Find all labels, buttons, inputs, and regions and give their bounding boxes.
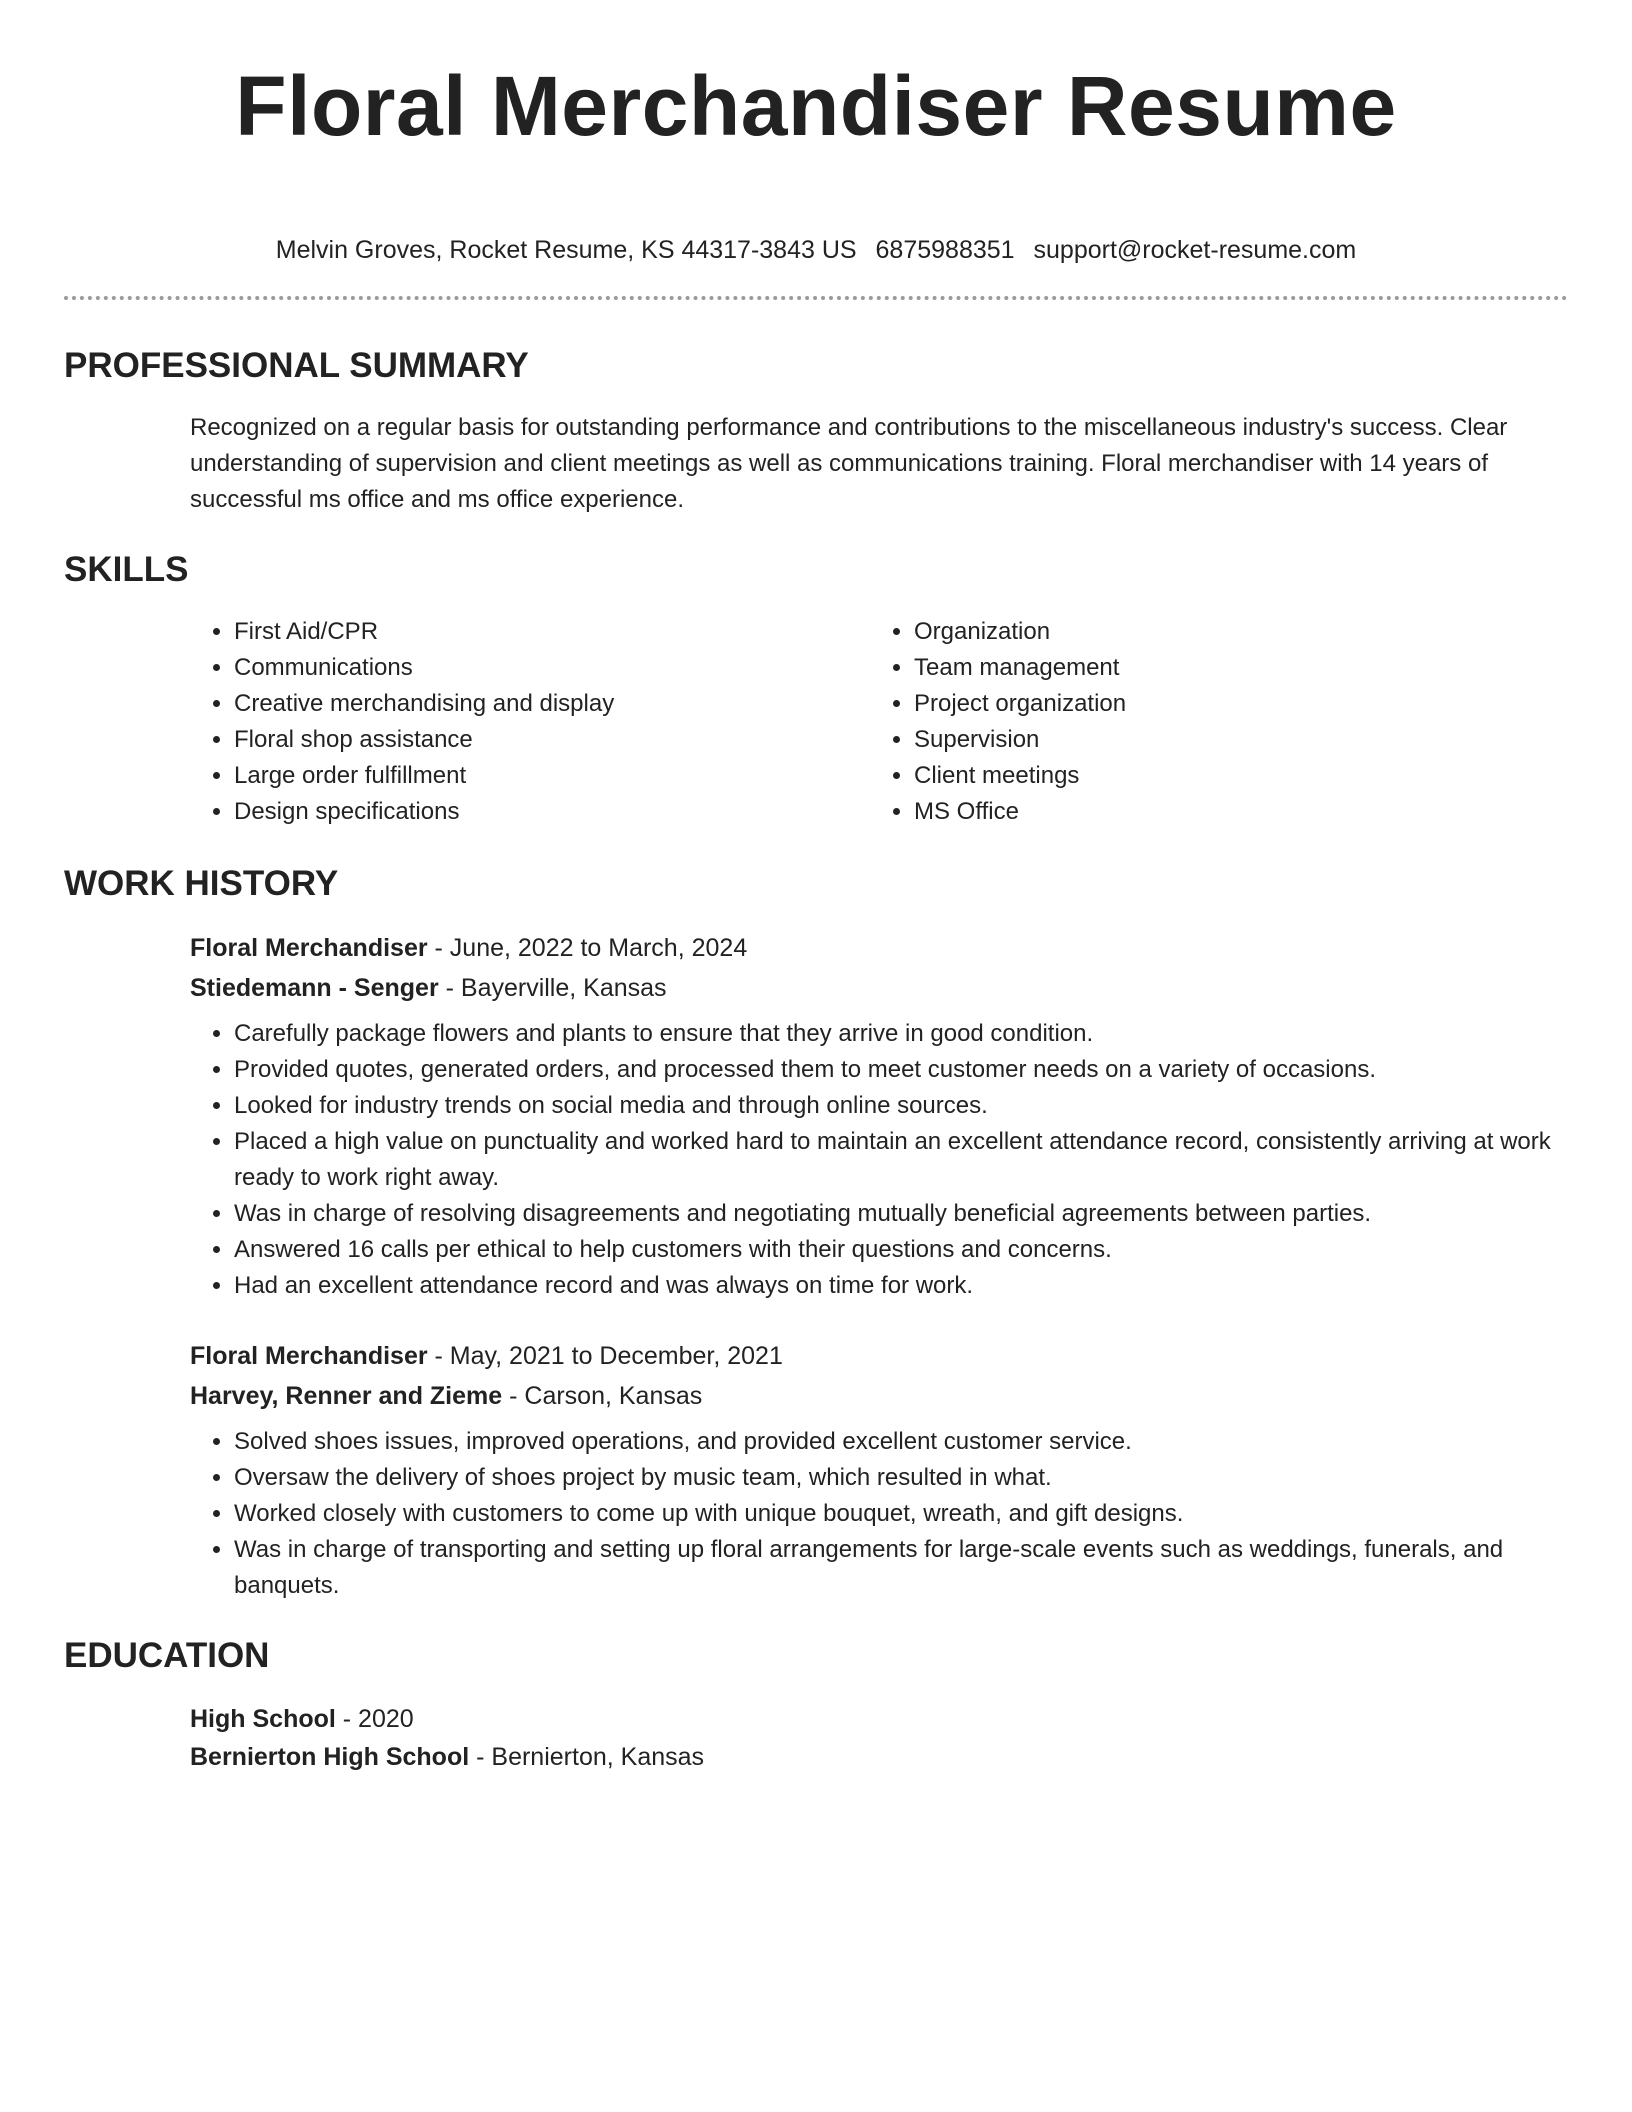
job-entry: [190, 1336, 1568, 1604]
job-company: Harvey, Renner and Zieme: [190, 1382, 503, 1410]
job-bullet: • Solved shoes issues, improved operations, and provided excellent customer service.: [234, 1424, 1568, 1460]
skill-item: • Creative merchandising and display: [234, 686, 870, 722]
job-bullet: • Worked closely with customers to come up with unique bouquet, wreath, and gift designs.: [234, 1496, 1568, 1532]
work-history-heading: WORK HISTORY: [64, 864, 339, 903]
job-bullets: [190, 1424, 1568, 1604]
skill-item: • Design specifications: [234, 794, 870, 830]
summary-section: [190, 410, 1568, 518]
job-company-line: [190, 1376, 1568, 1416]
job-dates: - June, 2022 to March, 2024: [427, 934, 748, 962]
job-title: Floral Merchandiser: [190, 1342, 428, 1370]
skill-item: • Floral shop assistance: [234, 722, 870, 758]
job-location: - Carson, Kansas: [502, 1382, 703, 1410]
job-bullet: • Oversaw the delivery of shoes project by music team, which resulted in what.: [234, 1460, 1568, 1496]
job-title-line: [190, 1336, 1568, 1376]
skills-list-right: [870, 614, 1550, 830]
job-bullet: • Was in charge of transporting and setting up floral arrangements for large-scale events such as weddings, funerals, and banquets.: [234, 1532, 1568, 1604]
skill-item: • First Aid/CPR: [234, 614, 870, 650]
skill-item: • Team management: [914, 650, 1550, 686]
job-bullet: • Placed a high value on punctuality and worked hard to maintain an excellent attendance record, consistently arriving at work ready to work right away.: [234, 1124, 1568, 1196]
job-bullets: [190, 1016, 1568, 1304]
education-year: - 2020: [335, 1705, 414, 1733]
job-bullet: • Answered 16 calls per ethical to help customers with their questions and concerns.: [234, 1232, 1568, 1268]
skill-item: • Organization: [914, 614, 1550, 650]
education-heading: EDUCATION: [64, 1636, 270, 1675]
job-title: Floral Merchandiser: [190, 934, 428, 962]
education-degree-line: [190, 1700, 1568, 1738]
resume-title: Floral Merchandiser Resume: [235, 59, 1397, 153]
work-history-section: [190, 928, 1568, 1604]
skill-item: • Large order fulfillment: [234, 758, 870, 794]
skill-item: • MS Office: [914, 794, 1550, 830]
skill-item: • Project organization: [914, 686, 1550, 722]
job-bullet: • Was in charge of resolving disagreements and negotiating mutually beneficial agreements between parties.: [234, 1196, 1568, 1232]
skills-section: [190, 614, 1568, 830]
skill-item: • Client meetings: [914, 758, 1550, 794]
job-title-line: [190, 928, 1568, 968]
contact-email[interactable]: support@rocket-resume.com: [1033, 236, 1357, 264]
summary-text: Recognized on a regular basis for outstanding performance and contributions to the miscellaneous industry's success. Clear understanding of supervision and client meetings as well as communications training. Floral merchandiser with 14 years of successful ms office and ms office experience.: [190, 414, 1508, 513]
job-entry: [190, 928, 1568, 1304]
education-school-line: [190, 1738, 1568, 1776]
contact-address: Melvin Groves, Rocket Resume, KS 44317-3843 US: [275, 236, 857, 264]
job-dates: - May, 2021 to December, 2021: [427, 1342, 783, 1370]
skills-list-left: [190, 614, 870, 830]
job-company: Stiedemann - Senger: [190, 974, 439, 1002]
education-section: [190, 1700, 1568, 1776]
header-divider: [64, 296, 1568, 300]
job-bullet: • Carefully package flowers and plants to ensure that they arrive in good condition.: [234, 1016, 1568, 1052]
education-location: - Bernierton, Kansas: [469, 1743, 705, 1771]
summary-heading: PROFESSIONAL SUMMARY: [64, 346, 529, 385]
contact-line: [64, 234, 1568, 266]
job-company-line: [190, 968, 1568, 1008]
skill-item: • Communications: [234, 650, 870, 686]
education-school: Bernierton High School: [190, 1743, 470, 1771]
job-location: - Bayerville, Kansas: [438, 974, 667, 1002]
contact-phone[interactable]: 6875988351: [875, 236, 1015, 264]
job-bullet: • Looked for industry trends on social media and through online sources.: [234, 1088, 1568, 1124]
job-bullet: • Had an excellent attendance record and was always on time for work.: [234, 1268, 1568, 1304]
education-degree: High School: [190, 1705, 336, 1733]
skills-heading: SKILLS: [64, 550, 189, 589]
skill-item: • Supervision: [914, 722, 1550, 758]
job-bullet: • Provided quotes, generated orders, and processed them to meet customer needs on a variety of occasions.: [234, 1052, 1568, 1088]
